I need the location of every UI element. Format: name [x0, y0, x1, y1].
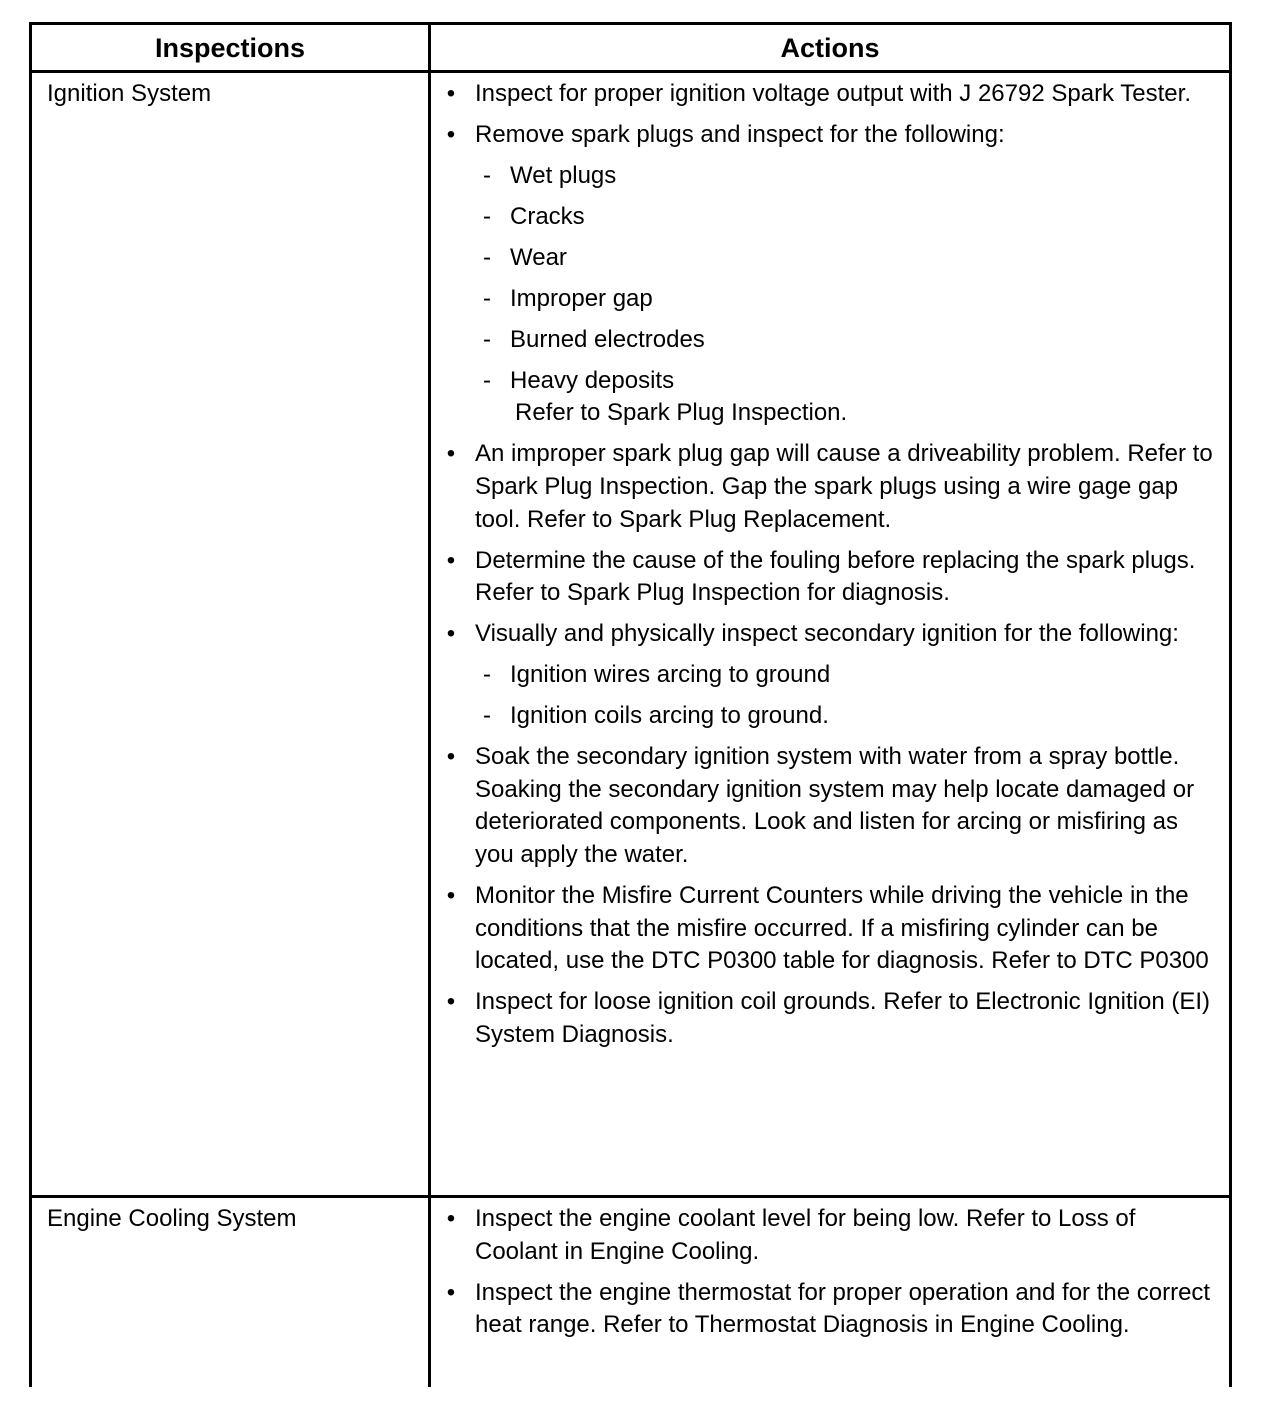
row-divider	[29, 1195, 1232, 1198]
sub-item	[442, 365, 1222, 398]
sub-item-text: Wet plugs	[510, 161, 617, 189]
action-item	[442, 1203, 1222, 1268]
action-text: Inspect the engine coolant level for being low. Refer to Loss of Coolant in Engine Cooling.	[475, 1205, 1136, 1265]
sub-item	[442, 700, 1222, 733]
inspections-table	[29, 22, 1232, 1387]
action-text: Determine the cause of the fouling before replacing the spark plugs. Refer to Spark Plug Inspection for diagnosis.	[475, 546, 1196, 607]
bullet-icon: •	[446, 881, 456, 909]
dash-icon: -	[483, 161, 491, 189]
action-item	[442, 78, 1222, 111]
action-item	[442, 545, 1222, 610]
dash-icon: -	[483, 202, 491, 230]
action-item	[442, 986, 1222, 1051]
dash-icon: -	[483, 702, 491, 730]
action-text: Soak the secondary ignition system with water from a spray bottle. Soaking the secondary ignition system may help locate damaged or deteriorated components. Look and listen for arcing or misfiring as you apply the water.	[475, 743, 1195, 868]
header-divider	[29, 70, 1232, 73]
sub-item	[442, 324, 1222, 357]
dash-icon: -	[483, 284, 491, 312]
bullet-icon: •	[446, 440, 456, 468]
sub-item	[442, 283, 1222, 316]
table-left-border	[29, 22, 32, 1387]
dash-icon: -	[483, 243, 491, 271]
bullet-icon: •	[446, 1205, 456, 1232]
action-item	[442, 741, 1222, 871]
column-divider	[428, 22, 431, 1387]
dash-icon: -	[483, 325, 491, 353]
row-label-ignition-system: Ignition System	[47, 80, 212, 107]
dash-icon: -	[483, 366, 491, 394]
action-text: Inspect for proper ignition voltage output with J 26792 Spark Tester.	[475, 80, 1191, 107]
refer-note: Refer to Spark Plug Inspection.	[515, 399, 848, 427]
actions-ignition-system	[442, 78, 1222, 1060]
bullet-icon: •	[446, 80, 456, 107]
action-item	[442, 119, 1222, 152]
action-text: An improper spark plug gap will cause a driveability problem. Refer to Spark Plug Inspection. Gap the spark plugs using a wire gage gap tool. Refer to Spark Plug Replacement.	[475, 440, 1213, 533]
header-actions: Actions	[780, 33, 880, 63]
table-top-border	[29, 22, 1232, 25]
action-item	[442, 618, 1222, 651]
sub-item-text: Ignition coils arcing to ground.	[510, 702, 829, 730]
action-item	[442, 880, 1222, 978]
sub-item-text: Ignition wires arcing to ground	[510, 661, 831, 689]
action-text: Visually and physically inspect secondary ignition for the following:	[475, 620, 1179, 648]
row-label-engine-cooling-system: Engine Cooling System	[47, 1205, 297, 1232]
action-item	[442, 1277, 1222, 1342]
sub-item	[442, 659, 1222, 692]
sub-item-text: Heavy deposits	[510, 366, 675, 394]
header-inspections: Inspections	[154, 33, 306, 63]
bullet-icon: •	[446, 1278, 456, 1306]
dash-icon: -	[483, 661, 491, 689]
sub-item	[442, 242, 1222, 275]
bullet-icon: •	[446, 546, 456, 574]
sub-item-text: Cracks	[510, 202, 585, 230]
action-text: Inspect for loose ignition coil grounds. Refer to Electronic Ignition (EI) System Diagnosis.	[475, 988, 1211, 1048]
bullet-icon: •	[446, 120, 456, 148]
sub-item-text: Wear	[510, 243, 567, 271]
action-text: Inspect the engine thermostat for proper operation and for the correct heat range. Refer to Thermostat Diagnosis in Engine Cooling.	[475, 1278, 1211, 1339]
sub-item-text: Improper gap	[510, 284, 653, 312]
bullet-icon: •	[446, 988, 456, 1016]
action-text: Monitor the Misfire Current Counters while driving the vehicle in the conditions that the misfire occurred. If a misfiring cylinder can be located, use the DTC P0300 table for diagnosis. Refer to DTC P0300	[475, 881, 1209, 975]
sub-item	[442, 201, 1222, 234]
action-text: Remove spark plugs and inspect for the following:	[475, 120, 1005, 148]
actions-engine-cooling-system	[442, 1203, 1222, 1350]
table-right-border	[1229, 22, 1232, 1387]
action-item	[442, 438, 1222, 536]
bullet-icon: •	[446, 620, 456, 648]
sub-item	[442, 160, 1222, 193]
bullet-icon: •	[446, 743, 456, 771]
sub-item-text: Burned electrodes	[510, 325, 705, 353]
